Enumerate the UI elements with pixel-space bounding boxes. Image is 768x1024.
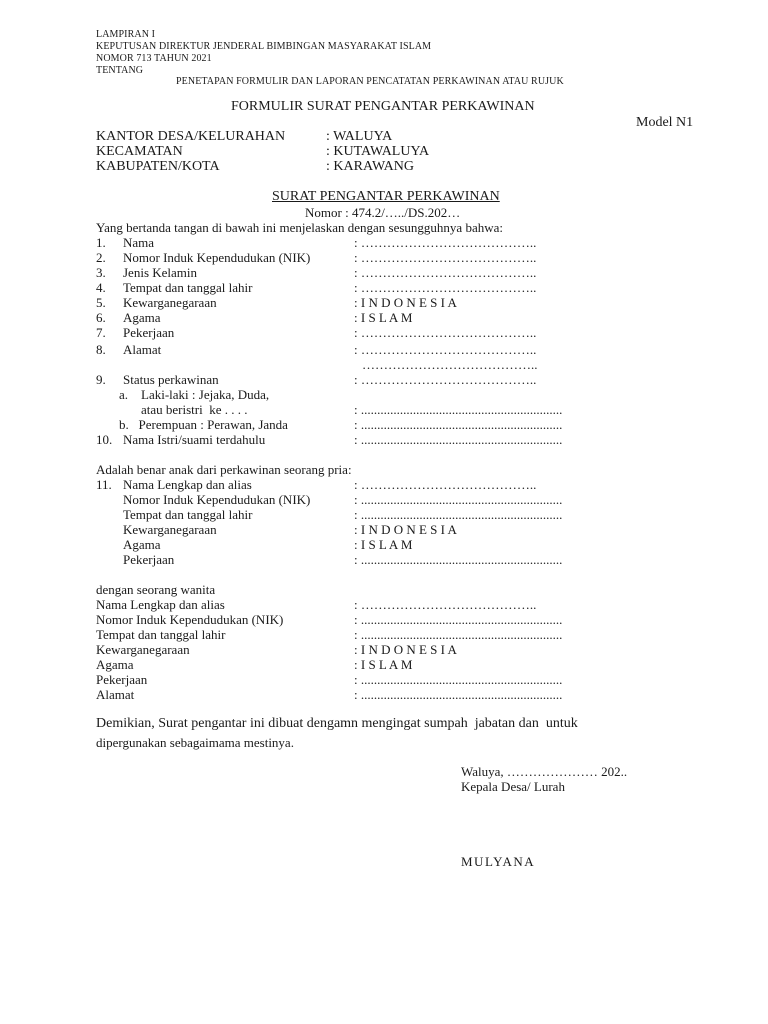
mother-label-agama: Agama: [96, 657, 134, 672]
mother-label-kewarganegaraan: Kewarganegaraan: [96, 642, 190, 657]
item-label-ttl: Tempat dan tanggal lahir: [123, 280, 253, 295]
mother-value-agama: : I S L A M: [354, 657, 413, 672]
item-value-agama: : I S L A M: [354, 310, 413, 325]
item-label-status: Status perkawinan: [123, 372, 219, 387]
mother-intro: dengan seorang wanita: [96, 582, 216, 597]
closing-line-1: Demikian, Surat pengantar ini dibuat dengamn mengingat sumpah jabatan dan untuk: [96, 716, 578, 731]
father-label-agama: Agama: [123, 537, 161, 552]
item-number: 11.: [96, 477, 112, 492]
father-value-nik: : ..............................................................: [354, 492, 563, 507]
status-perempuan-value: : ..............................................................: [354, 417, 563, 432]
father-label-kewarganegaraan: Kewarganegaraan: [123, 522, 217, 537]
item-value-alamat: : …………………………………..: [354, 342, 537, 357]
item-value-jenis-kelamin: : …………………………………..: [354, 265, 537, 280]
letter-number: Nomor : 474.2/…../DS.202…: [305, 205, 461, 220]
father-intro: Adalah benar anak dari perkawinan seorang pria:: [96, 462, 352, 477]
item-value-pekerjaan: : …………………………………..: [354, 325, 537, 340]
header-tentang: TENTANG: [96, 65, 144, 76]
item-number: 10.: [96, 432, 113, 447]
item-number: 8.: [96, 342, 106, 357]
item-label-pasangan-terdahulu: Nama Istri/suami terdahulu: [123, 432, 266, 447]
item-number: 2.: [96, 250, 106, 265]
intro-text: Yang bertanda tangan di bawah ini menjelaskan dengan sesungguhnya bahwa:: [96, 220, 503, 235]
item-label-jenis-kelamin: Jenis Kelamin: [123, 265, 198, 280]
item-label-nama: Nama: [123, 235, 155, 250]
item-label-alamat: Alamat: [123, 342, 162, 357]
father-value-ttl: : ..............................................................: [354, 507, 563, 522]
header-penetapan: PENETAPAN FORMULIR DAN LAPORAN PENCATATAN PERKAWINAN ATAU RUJUK: [176, 76, 564, 87]
mother-value-ttl: : ..............................................................: [354, 627, 563, 642]
mother-value-nama: : …………………………………..: [354, 597, 537, 612]
closing-line-2: dipergunakan sebagaimama mestinya.: [96, 735, 294, 750]
item-number: 9.: [96, 372, 106, 387]
father-value-nama: : …………………………………..: [354, 477, 537, 492]
mother-label-nik: Nomor Induk Kependudukan (NIK): [96, 612, 284, 627]
father-value-pekerjaan: : ..............................................................: [354, 552, 563, 567]
office-label-kecamatan: KECAMATAN: [96, 144, 183, 159]
status-laki-laki: a. Laki-laki : Jejaka, Duda,: [119, 387, 270, 402]
mother-label-ttl: Tempat dan tanggal lahir: [96, 627, 226, 642]
item-value-ttl: : …………………………………..: [354, 280, 537, 295]
mother-value-nik: : ..............................................................: [354, 612, 563, 627]
item-value-alamat-cont: …………………………………..: [362, 357, 538, 372]
father-label-ttl: Tempat dan tanggal lahir: [123, 507, 253, 522]
header-keputusan: KEPUTUSAN DIREKTUR JENDERAL BIMBINGAN MASYARAKAT ISLAM: [96, 41, 432, 52]
item-number: 3.: [96, 265, 106, 280]
item-label-nik: Nomor Induk Kependudukan (NIK): [123, 250, 311, 265]
father-label-nama: Nama Lengkap dan alias: [123, 477, 252, 492]
item-number: 5.: [96, 295, 106, 310]
status-perempuan: b. Perempuan : Perawan, Janda: [119, 417, 288, 432]
item-value-nama: : …………………………………..: [354, 235, 537, 250]
mother-label-pekerjaan: Pekerjaan: [96, 672, 148, 687]
item-label-pekerjaan: Pekerjaan: [123, 325, 175, 340]
father-label-nik: Nomor Induk Kependudukan (NIK): [123, 492, 311, 507]
item-number: 4.: [96, 280, 106, 295]
office-label-kabupaten: KABUPATEN/KOTA: [96, 159, 220, 174]
status-beristri-value: : ..............................................................: [354, 402, 563, 417]
item-value-pasangan-terdahulu: : ..............................................................: [354, 432, 563, 447]
signature-position: Kepala Desa/ Lurah: [461, 779, 565, 794]
item-number: 6.: [96, 310, 106, 325]
header-lampiran: LAMPIRAN I: [96, 29, 156, 40]
item-label-agama: Agama: [123, 310, 161, 325]
letter-title: SURAT PENGANTAR PERKAWINAN: [272, 189, 500, 204]
form-title: FORMULIR SURAT PENGANTAR PERKAWINAN: [231, 99, 535, 114]
mother-value-alamat: : ..............................................................: [354, 687, 563, 702]
office-value-desa: : WALUYA: [326, 129, 393, 144]
model-label: Model N1: [636, 115, 694, 130]
mother-value-pekerjaan: : ..............................................................: [354, 672, 563, 687]
mother-label-nama: Nama Lengkap dan alias: [96, 597, 225, 612]
office-label-desa: KANTOR DESA/KELURAHAN: [96, 129, 286, 144]
mother-value-kewarganegaraan: : I N D O N E S I A: [354, 642, 457, 657]
header-nomor: NOMOR 713 TAHUN 2021: [96, 53, 212, 64]
item-value-kewarganegaraan: : I N D O N E S I A: [354, 295, 457, 310]
signature-name: MULYANA: [461, 854, 536, 869]
item-number: 1.: [96, 235, 106, 250]
item-label-kewarganegaraan: Kewarganegaraan: [123, 295, 217, 310]
mother-label-alamat: Alamat: [96, 687, 135, 702]
father-label-pekerjaan: Pekerjaan: [123, 552, 175, 567]
office-value-kecamatan: : KUTAWALUYA: [326, 144, 430, 159]
office-value-kabupaten: : KARAWANG: [326, 159, 414, 174]
status-beristri: atau beristri ke . . . .: [141, 402, 248, 417]
father-value-kewarganegaraan: : I N D O N E S I A: [354, 522, 457, 537]
father-value-agama: : I S L A M: [354, 537, 413, 552]
signature-place-date: Waluya, ………………… 202..: [461, 764, 628, 779]
item-value-status: : …………………………………..: [354, 372, 537, 387]
item-number: 7.: [96, 325, 106, 340]
item-value-nik: : …………………………………..: [354, 250, 537, 265]
